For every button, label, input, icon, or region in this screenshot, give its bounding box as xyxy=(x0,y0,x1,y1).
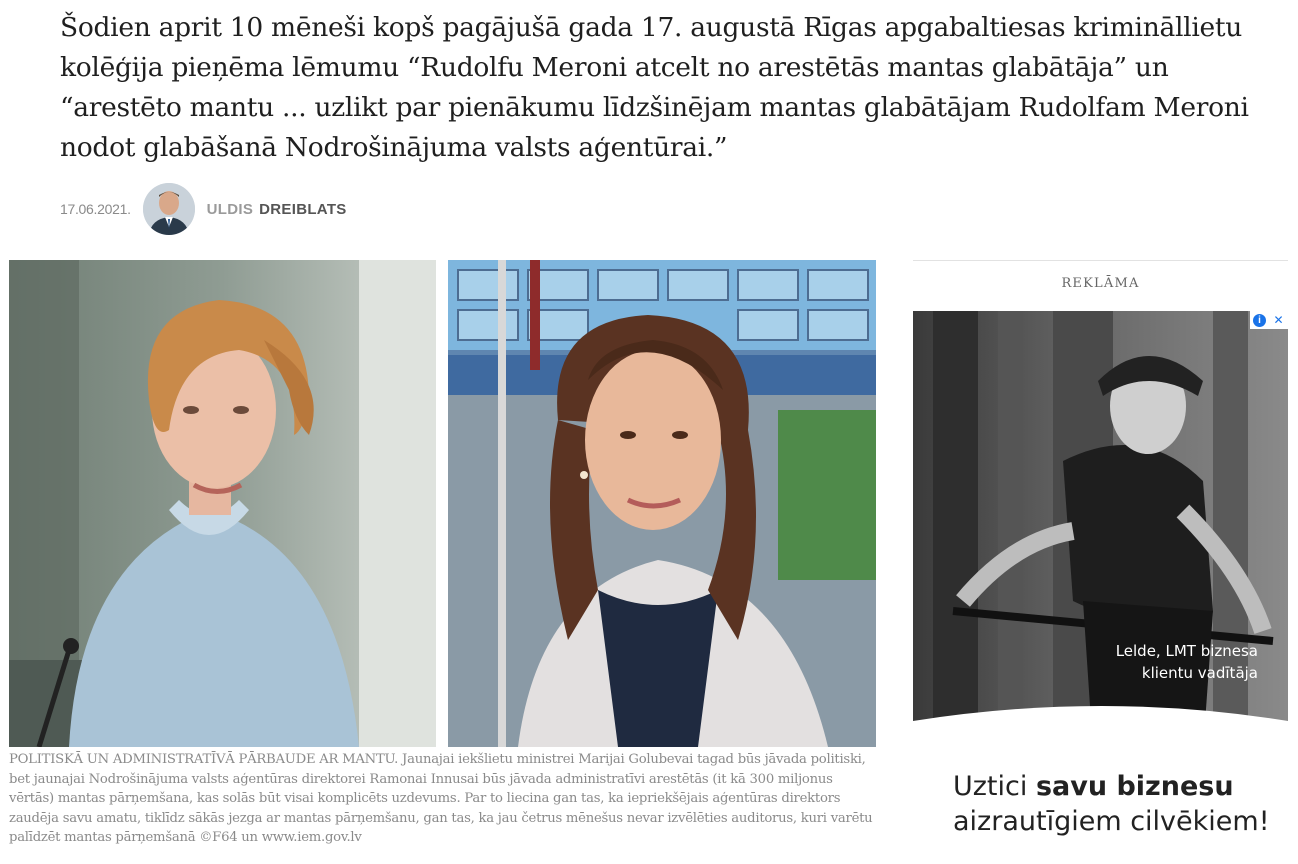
photo-left-minister xyxy=(9,260,436,747)
ad-person-line1: Lelde, LMT biznesa xyxy=(1115,642,1258,660)
article-lead: Šodien aprit 10 mēneši kopš pagājušā gada 17. augustā Rīgas apgabaltiesas krimināllietu kolēģija pieņēma lēmumu “Rudolfu Meroni atcelt no arestētās mantas glabātāja” un “arestēto mantu ... uzlikt par pienākumu līdzšinējam mantas glabātājam Rudolfam Meroni nodot glabāšanā Nodrošinājuma valsts aģentūrai.” xyxy=(60,12,1249,163)
ad-person-caption xyxy=(1116,640,1258,684)
author-last-name: DREIBLATS xyxy=(259,200,347,218)
ad-label: REKLĀMA xyxy=(1061,276,1140,291)
ad-person-line2: klientu vadītāja xyxy=(1141,664,1258,682)
advertisement-banner[interactable] xyxy=(913,311,1288,864)
article-byline xyxy=(60,182,347,236)
ad-divider xyxy=(913,260,1288,261)
info-glyph: i xyxy=(1253,314,1266,327)
ad-controls xyxy=(1250,311,1288,329)
publish-date: 17.06.2021. xyxy=(60,201,131,217)
ad-close-icon[interactable]: ✕ xyxy=(1269,311,1288,329)
ad-headline-bold: savu biznesu xyxy=(1035,771,1234,802)
author-first-name: ULDIS xyxy=(206,200,254,218)
ad-info-icon[interactable] xyxy=(1250,311,1269,329)
photo-caption: POLITISKĀ UN ADMINISTRATĪVĀ PĀRBAUDE AR MANTU. Jaunajai iekšlietu ministrei Marijai Golubevai tagad būs jāvada politiski, bet jaunajai Nodrošinājuma valsts aģentūras direktorei Ramonai Innusai būs jāvada administratīvi arestētās (it kā 300 miljonus vērtās) mantas pārņemšana, kas solās būt visai komplicēts uzdevums. Par to liecina gan tas, ka iepriekšējais aģentūras direktors zaudēja savu amatu, tiklīdz sākās jezga ar mantas pārņemšanu, gan tas, ka jau četrus mēnešus nevar izvēlēties auditorus, kuri varētu palīdzēt mantas pārņemšanā ©F64 un www.iem.gov.lv xyxy=(9,752,873,845)
author-name[interactable] xyxy=(207,201,347,218)
article-photo xyxy=(9,260,876,747)
photo-right-director xyxy=(448,260,876,747)
ad-headline-pre: Uztici xyxy=(953,771,1036,802)
author-avatar[interactable] xyxy=(143,183,195,235)
ad-headline xyxy=(953,769,1273,839)
ad-headline-post: aizrautīgiem cilvēkiem! xyxy=(953,806,1270,837)
